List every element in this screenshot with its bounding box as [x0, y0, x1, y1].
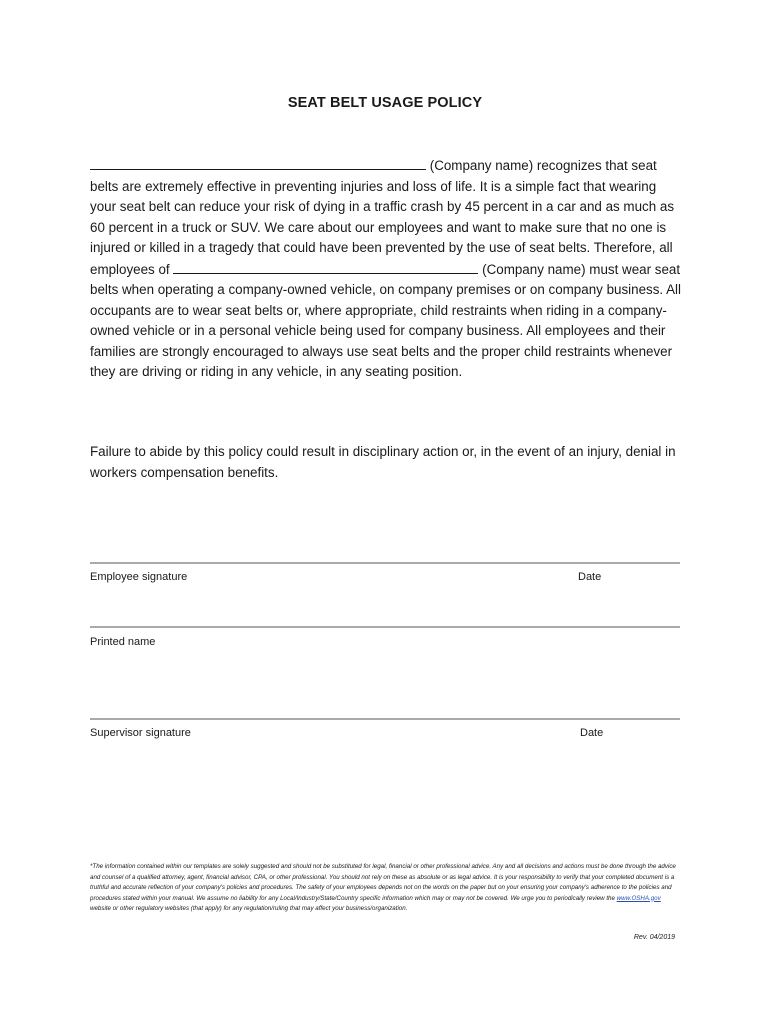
date-label-2: Date — [580, 727, 604, 739]
date-label: Date — [578, 571, 602, 583]
failure-paragraph: Failure to abide by this policy could result in disciplinary action or, in the event of an injury, denial in workers compensation benefits. — [90, 444, 676, 480]
printed-name-line[interactable] — [90, 626, 680, 628]
disclaimer-text — [90, 862, 682, 915]
disclaimer-part-2: website or other regulatory websites (that apply) for any regulation/ruling that may affect your business/organization. — [90, 905, 408, 912]
revision-label: Rev. 04/2019 — [633, 934, 675, 941]
policy-text-part-1: (Company name) recognizes that seat belts are extremely effective in preventing injuries and loss of life. It is a simple fact that wearing your seat belt can reduce your risk of dying in a traffic crash by 45 percent in a car and as much as 60 percent in a truck or SUV. We care about our employees and want to make sure that no one is injured or killed in a tragedy that could have been prevented by the use of seat belts. Therefore, all employees of — [90, 158, 675, 277]
employee-signature-line[interactable] — [90, 562, 680, 564]
policy-text-part-2: (Company name) must wear seat belts when operating a company-owned vehicle, on company premises or on company business. All occupants are to wear seat belts or, where appropriate, child restraints when riding in a company-owned vehicle or in a personal vehicle being used for company business. All employees and their families are strongly encouraged to always use seat belts and the proper child restraints whenever they are driving or riding in any vehicle, in any seating position. — [90, 261, 681, 379]
disclaimer-part-1: *The information contained within our templates are solely suggested and should not be substituted for legal, financial or other professional advice. Any and all decisions and actions must be done through the advice and counsel of a qualified attorney, agent, financial advisor, CPA, or other professional. You should not rely on these as absolute or as legal advice. It is your responsibility to verify that your completed document is a truthful and accurate reflection of your company's policies and procedures. The safety of your employees depends not on the words on the paper but on your ensuring your company's adherence to the policies and procedures stated within your manual. We assume no liability for any Local/Industry/State/Country specific information which may or may not be covered. We urge you to periodically review the — [90, 863, 676, 902]
policy-paragraph — [90, 155, 682, 383]
supervisor-signature-label: Supervisor signature — [90, 727, 191, 739]
osha-link[interactable]: www.OSHA.gov — [616, 894, 661, 902]
supervisor-signature-line[interactable] — [90, 718, 680, 720]
printed-name-label: Printed name — [90, 636, 156, 648]
page-title: SEAT BELT USAGE POLICY — [287, 95, 483, 111]
company-name-blank[interactable] — [90, 155, 426, 170]
company-name-blank-2[interactable] — [173, 259, 478, 274]
employee-signature-label: Employee signature — [90, 571, 188, 583]
